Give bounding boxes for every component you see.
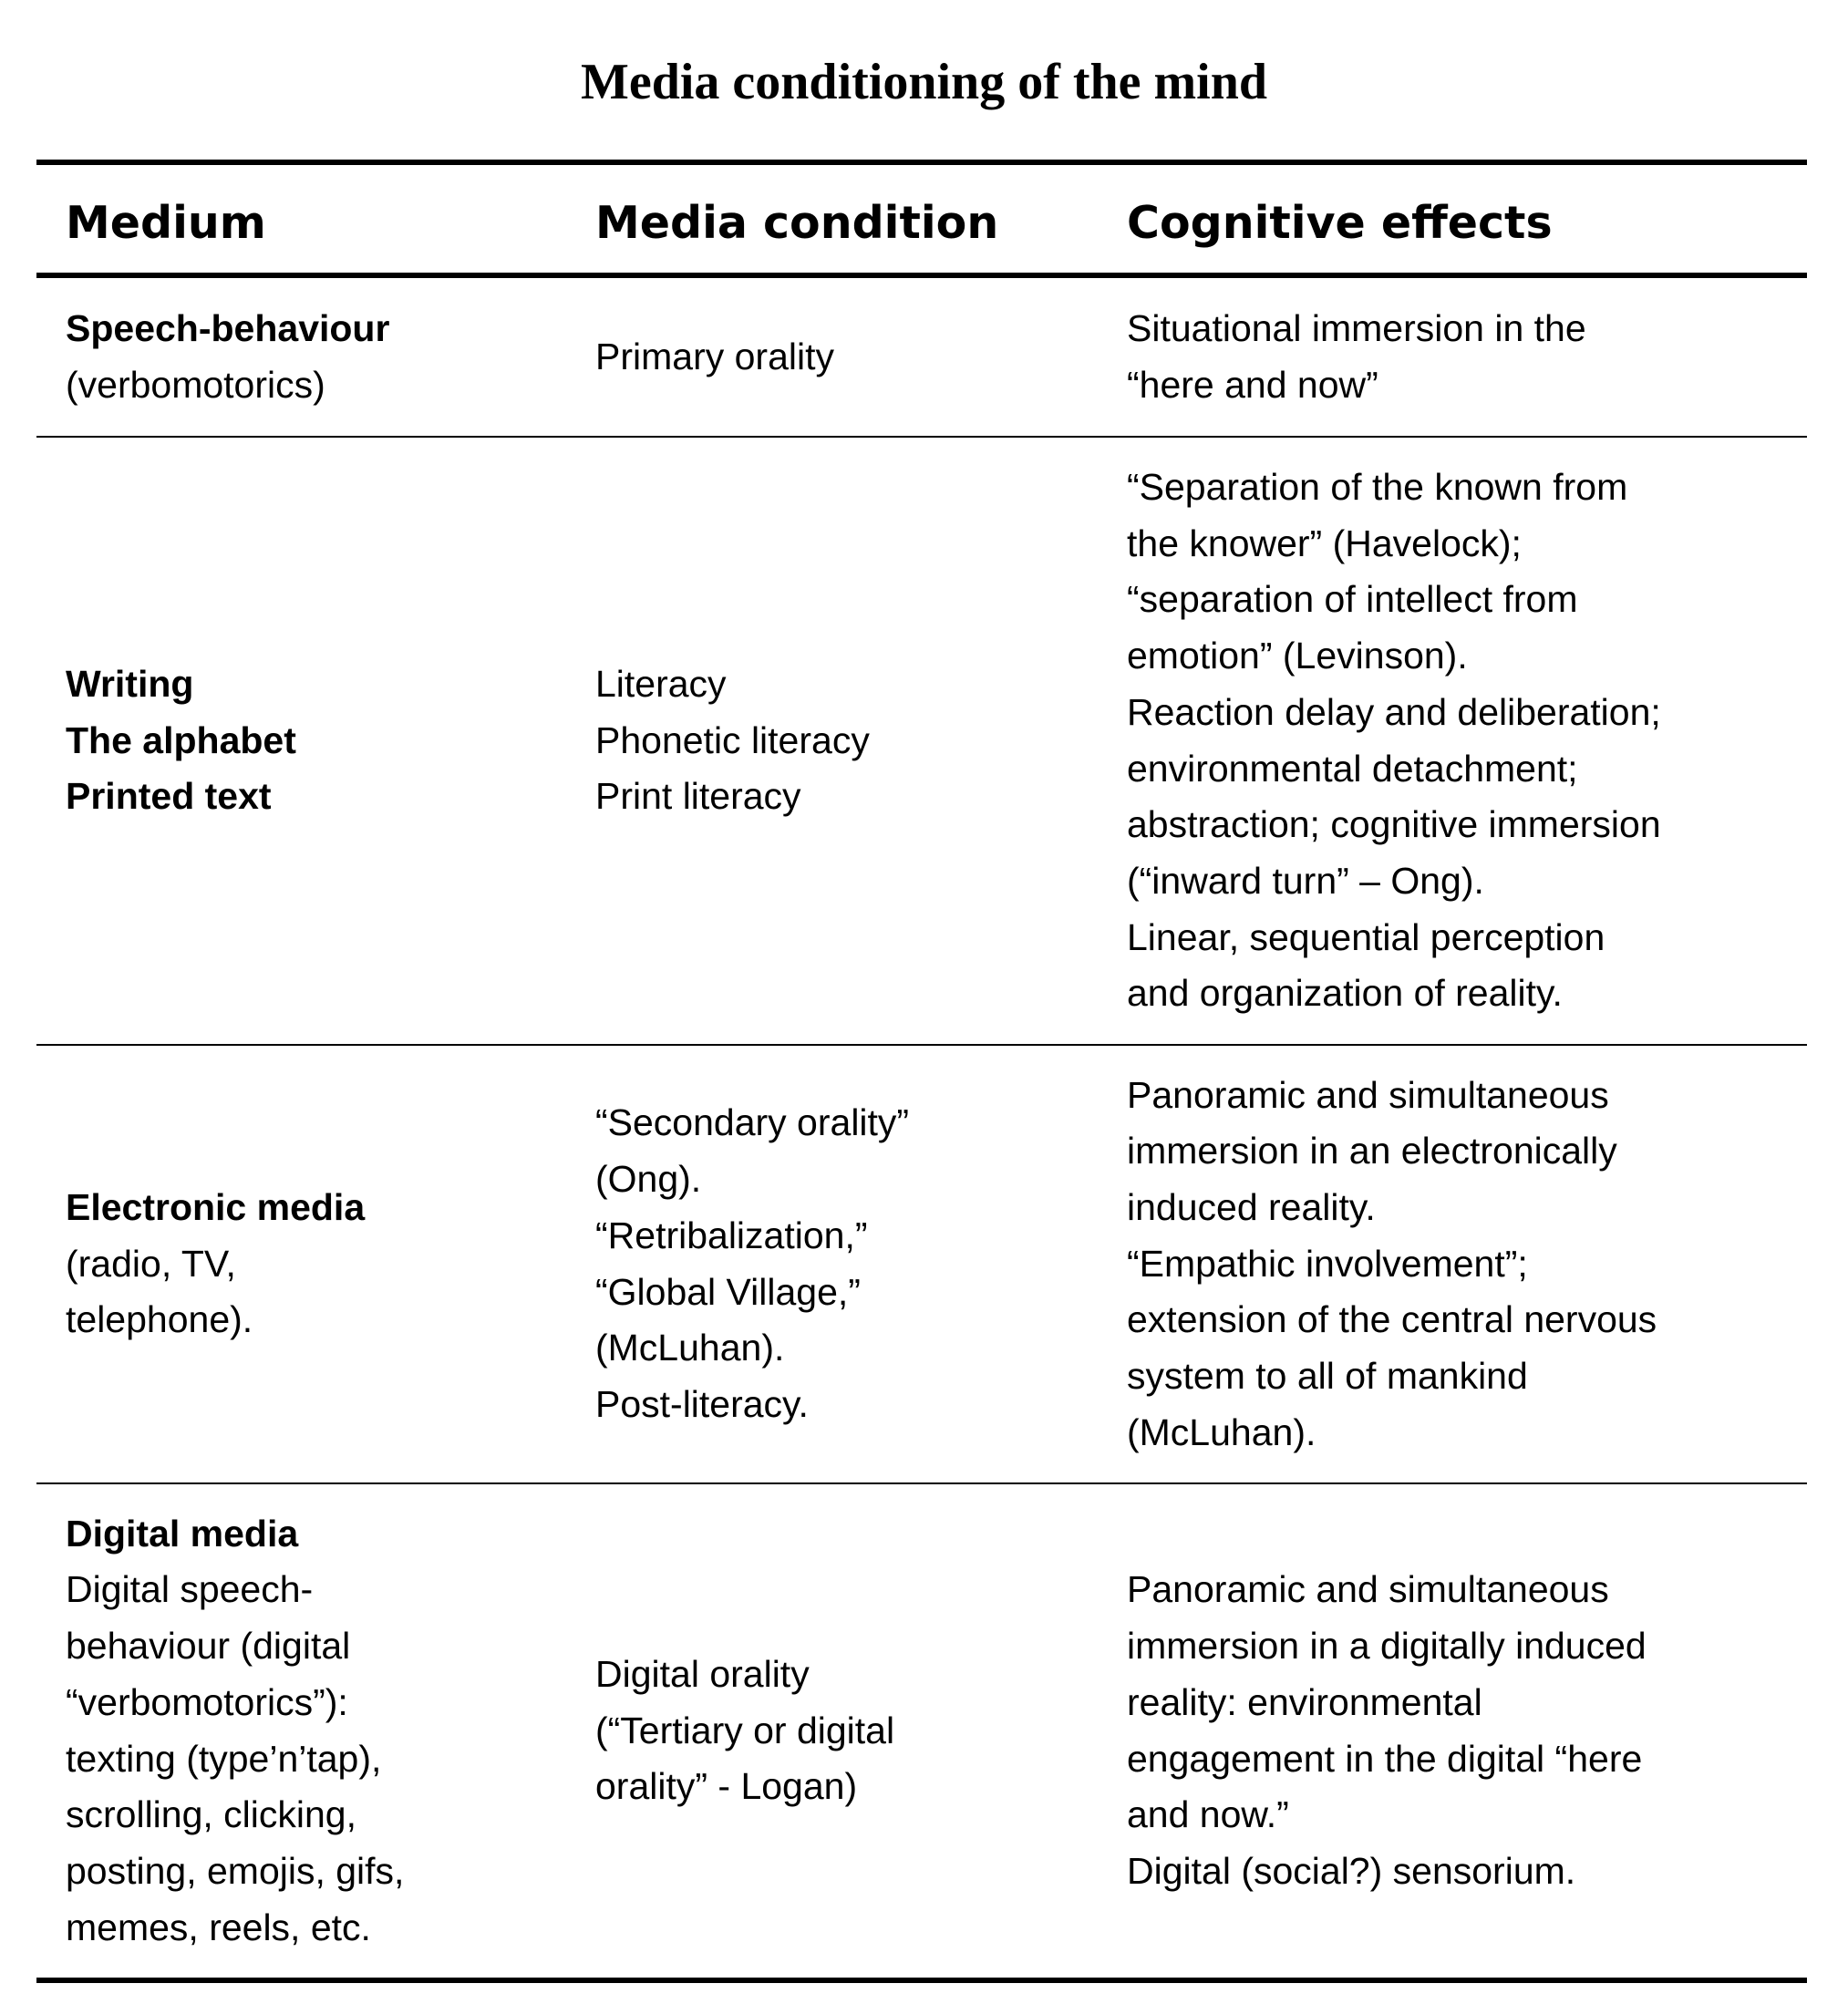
- effects-line: emotion” (Levinson).: [1127, 635, 1468, 677]
- medium-line: scrolling, clicking,: [66, 1793, 356, 1836]
- condition-cell: [595, 1484, 1106, 1978]
- effects-line: immersion in an electronically: [1127, 1130, 1617, 1172]
- condition-line: (“Tertiary or digital: [595, 1709, 895, 1751]
- effects-line: “here and now”: [1127, 363, 1378, 406]
- medium-bold-line: Speech-behaviour: [66, 306, 390, 349]
- header-cognitive-effects: Cognitive effects: [1127, 196, 1553, 249]
- medium-line: texting (type’n’tap),: [66, 1737, 382, 1780]
- effects-line: “Empathic involvement”;: [1127, 1242, 1528, 1285]
- effects-line: Situational immersion in the: [1127, 306, 1586, 349]
- page-title: Media conditioning of the mind: [581, 54, 1267, 110]
- medium-bold-line: Digital media: [66, 1512, 299, 1555]
- condition-line: “Global Village,”: [595, 1270, 861, 1313]
- medium-cell: [66, 1484, 576, 1978]
- condition-line: “Secondary orality”: [595, 1101, 910, 1144]
- condition-line: orality” - Logan): [595, 1765, 858, 1808]
- condition-line: Literacy: [595, 662, 727, 705]
- header-medium: Medium: [66, 196, 266, 249]
- effects-cell: [1127, 278, 1802, 436]
- medium-line: “verbomotorics”):: [66, 1680, 348, 1723]
- effects-line: Linear, sequential perception: [1127, 915, 1605, 958]
- effects-line: (McLuhan).: [1127, 1410, 1316, 1453]
- effects-line: and organization of reality.: [1127, 972, 1563, 1015]
- medium-line: posting, emojis, gifs,: [66, 1849, 405, 1892]
- effects-line: Panoramic and simultaneous: [1127, 1568, 1609, 1611]
- medium-bold-line: Electronic media: [66, 1185, 366, 1228]
- medium-line: (radio, TV,: [66, 1242, 236, 1285]
- condition-line: (Ong).: [595, 1158, 702, 1201]
- effects-line: engagement in the digital “here: [1127, 1737, 1643, 1780]
- header-media-condition: Media condition: [595, 196, 999, 249]
- effects-line: reality: environmental: [1127, 1680, 1482, 1723]
- condition-line: Primary orality: [595, 335, 834, 377]
- medium-line: telephone).: [66, 1298, 253, 1341]
- effects-line: Reaction delay and deliberation;: [1127, 690, 1661, 733]
- medium-cell: [66, 278, 576, 436]
- condition-line: Digital orality: [595, 1652, 810, 1695]
- effects-line: “Separation of the known from: [1127, 465, 1628, 508]
- effects-line: abstraction; cognitive immersion: [1127, 803, 1661, 846]
- medium-bold-line: The alphabet: [66, 718, 296, 761]
- effects-cell: [1127, 1046, 1802, 1482]
- condition-cell: [595, 438, 1106, 1044]
- effects-line: the knower” (Havelock);: [1127, 522, 1522, 564]
- effects-line: induced reality.: [1127, 1185, 1376, 1228]
- medium-line: behaviour (digital: [66, 1625, 351, 1668]
- medium-cell: [66, 1046, 576, 1482]
- effects-line: environmental detachment;: [1127, 747, 1578, 790]
- medium-line: memes, reels, etc.: [66, 1906, 371, 1948]
- medium-bold-line: Printed text: [66, 775, 272, 818]
- condition-line: Phonetic literacy: [595, 718, 870, 761]
- effects-line: “separation of intellect from: [1127, 578, 1578, 621]
- condition-line: “Retribalization,”: [595, 1214, 868, 1256]
- effects-line: Digital (social?) sensorium.: [1127, 1849, 1576, 1892]
- medium-line: Digital speech-: [66, 1568, 314, 1611]
- table-top-rule: [36, 160, 1807, 165]
- effects-line: extension of the central nervous: [1127, 1298, 1657, 1341]
- condition-line: Post-literacy.: [595, 1382, 809, 1425]
- condition-cell: [595, 1046, 1106, 1482]
- effects-cell: [1127, 438, 1802, 1044]
- effects-line: system to all of mankind: [1127, 1355, 1528, 1398]
- condition-cell: [595, 278, 1106, 436]
- effects-line: and now.”: [1127, 1793, 1289, 1836]
- medium-line: (verbomotorics): [66, 363, 325, 406]
- effects-line: immersion in a digitally induced: [1127, 1625, 1647, 1668]
- effects-line: (“inward turn” – Ong).: [1127, 859, 1484, 902]
- medium-bold-line: Writing: [66, 662, 194, 705]
- medium-cell: [66, 438, 576, 1044]
- condition-line: (McLuhan).: [595, 1327, 785, 1369]
- condition-line: Print literacy: [595, 775, 801, 818]
- table-bottom-rule: [36, 1978, 1807, 1983]
- effects-line: Panoramic and simultaneous: [1127, 1073, 1609, 1116]
- effects-cell: [1127, 1484, 1802, 1978]
